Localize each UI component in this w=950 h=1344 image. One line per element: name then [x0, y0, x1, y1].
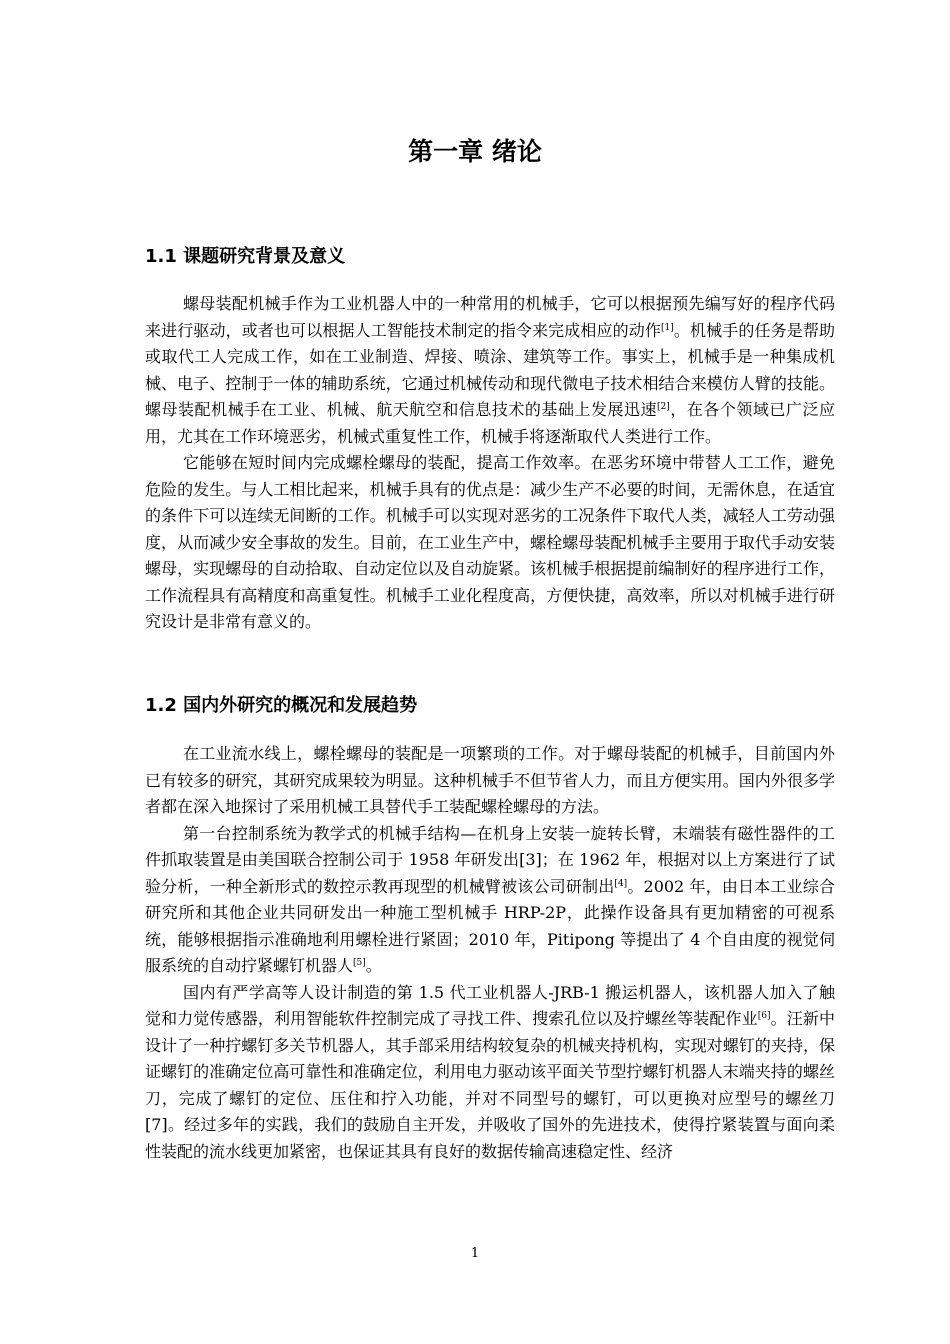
paragraph: [145, 291, 835, 450]
text-run: 。: [365, 956, 382, 975]
section-body-1-2: [145, 741, 835, 1165]
page-number: 1: [470, 1246, 480, 1261]
citation-ref: [4]: [614, 878, 628, 889]
section-heading-1-1: 1.1 课题研究背景及意义: [145, 246, 346, 267]
text-run: 国内有严学高等人设计制造的第 1.5 代工业机器人-JRB-1 搬运机器人，该机器人加入了触觉和力觉传感器，利用智能软件控制完成了寻找工件、搜索孔位以及拧螺丝等装配作业: [145, 982, 835, 1028]
paragraph: [145, 450, 835, 636]
citation-ref: [5]: [353, 958, 366, 968]
text-run: 。汪新中设计了一种拧螺钉多关节机器人，其手部采用结构较复杂的机械夹持机构，实现对螺钉的夹持，保证螺钉的准确定位高可靠性和准确定位，利用电力驱动该平面关节型拧螺钉机器人末端夹持的螺丝刀，完成了螺钉的定位、压住和拧入功能，并对不同型号的螺钉，可以更换对应型号的螺丝刀 [7]。经过多年的实践，我们的鼓励自主开发，并吸收了国外的先进技术，使得拧紧装置与面向柔性装配的流水线更加紧密，也保证其具有良好的数据传输高速稳定性、经济: [145, 1009, 835, 1161]
citation-ref: [1]: [660, 322, 674, 333]
paragraph: [145, 980, 835, 1166]
text-run: 。2002 年，由日本工业综合研究所和其他企业共同研发出一种施工型机械手 HRP-2P，此操作设备具有更加精密的可视系统，能够根据指示准确地利用螺栓进行紧固；2010 年，Pitipong 等提出了 4 个自由度的视觉伺服系统的自动拧紧螺钉机器人: [145, 876, 835, 975]
paragraph: [145, 741, 835, 821]
text-run: 它能够在短时间内完成螺栓螺母的装配，提高工作效率。在恶劣环境中带替人工工作，避免危险的发生。与人工相比起来，机械手具有的优点是：减少生产不必要的时间，无需休息，在适宜的条件下可以连续无间断的工作。机械手可以实现对恶劣的工况条件下取代人类，减轻人工劳动强度，从而减少安全事故的发生。目前，在工业生产中，螺栓螺母装配机械手主要用于取代手动安装螺母，实现螺母的自动拾取、自动定位以及自动旋紧。该机械手根据提前编制好的程序进行工作，工作流程具有高精度和高重复性。机械手工业化程度高，方便快捷，高效率，所以对机械手进行研究设计是非常有意义的。: [145, 453, 835, 631]
paragraph: [145, 821, 835, 980]
chapter-title: 第一章 绪论: [408, 137, 542, 166]
citation-ref: [6]: [757, 1011, 771, 1021]
text-run: 在工业流水线上，螺栓螺母的装配是一项繁琐的工作。对于螺母装配的机械手，目前国内外已有较多的研究，其研究成果较为明显。这种机械手不但节省人力，而且方便实用。国内外很多学者都在深入地探讨了采用机械工具替代手工装配螺栓螺母的方法。: [145, 744, 835, 816]
section-heading-1-2: 1.2 国内外研究的概况和发展趋势: [145, 695, 418, 716]
citation-ref: [2]: [657, 402, 670, 412]
text-run: 。机械手的任务是帮助或取代工人完成工作，如在工业制造、焊接、喷涂、建筑等工作。事实上，机械手是一种集成机械、电子、控制于一体的辅助系统，它通过机械传动和现代微电子技术相结合来模仿人臂的技能。螺母装配机械手在工业、机械、航天航空和信息技术的基础上发展迅速: [145, 320, 835, 419]
text-run: 第一台控制系统为教学式的机械手结构—在机身上安装一旋转长臂，末端装有磁性器件的工件抓取装置是由美国联合控制公司于 1958 年研发出[3]；在 1962 年，根据对以上方案进行了试验分析，一种全新形式的数控示教再现型的机械臂被该公司研制出: [145, 823, 835, 896]
section-body-1-1: [145, 291, 835, 636]
text-run: 螺母装配机械手作为工业机器人中的一种常用的机械手，它可以根据预先编写好的程序代码来进行驱动，或者也可以根据人工智能技术制定的指令来完成相应的动作: [145, 294, 835, 340]
text-run: ，在各个领域已广泛应用，尤其在工作环境恶劣，机械式重复性工作，机械手将逐渐取代人类进行工作。: [145, 400, 835, 446]
